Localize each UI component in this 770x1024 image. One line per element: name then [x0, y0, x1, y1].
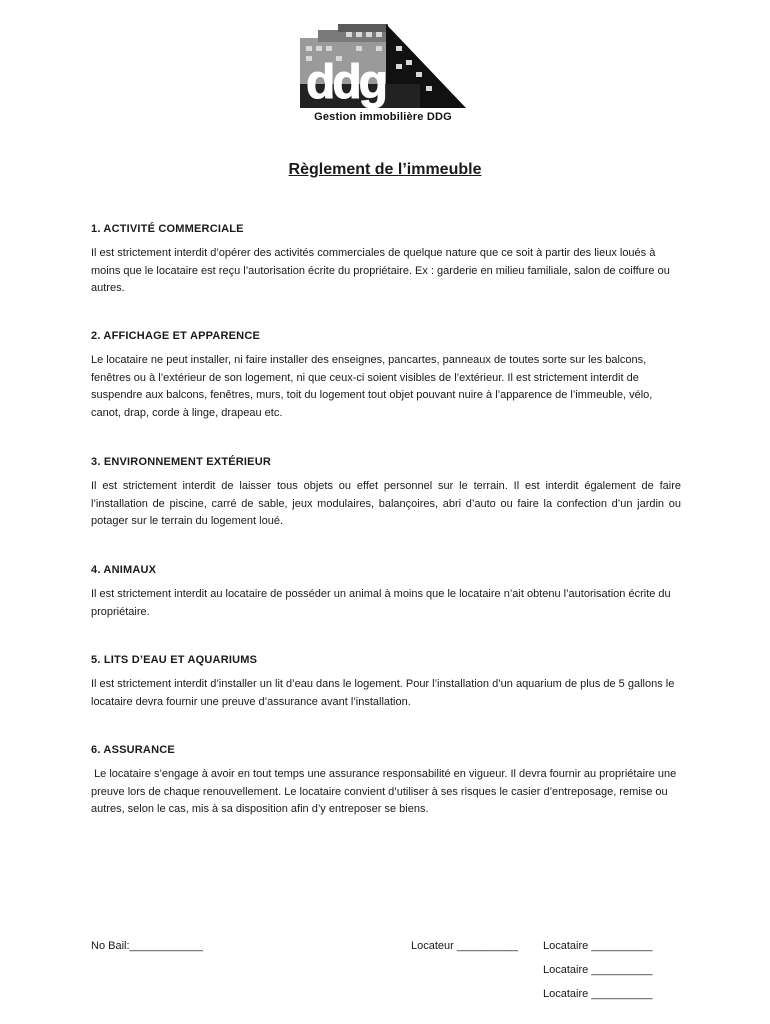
section-waterbeds-aquariums	[91, 654, 681, 711]
section-insurance	[91, 744, 681, 819]
section-heading: 6. ASSURANCE	[91, 744, 175, 756]
company-logo	[298, 24, 468, 124]
building-logo-graphic	[298, 24, 468, 124]
section-commercial-activity	[91, 223, 681, 298]
section-heading: 2. AFFICHAGE ET APPARENCE	[91, 330, 260, 342]
landlord-signature-line: Locateur __________	[411, 940, 519, 952]
section-animals	[91, 564, 681, 621]
section-heading: 5. LITS D’EAU ET AQUARIUMS	[91, 654, 258, 666]
section-text: Il est strictement interdit d’installer un lit d’eau dans le logement. Pour l’installation d’un aquarium de plus de 5 gallons le locataire devra fournir une preuve d’assurance avant l’installation.	[91, 678, 675, 708]
section-text: Le locataire ne peut installer, ni faire installer des enseignes, pancartes, panneaux de toutes sorte sur les balcons, fenêtres ou à l’extérieur de son logement, ni que ceux-ci soient visibles de l’extérieur. Il est strictement interdit de suspendre aux balcons, fenêtres, murs, toit du logement tout objet pouvant nuire à l’apparence de l’immeuble, vélo, canot, drap, corde à linge, drapeau etc.	[91, 354, 653, 419]
tenant-signature-line-3: Locataire __________	[543, 988, 653, 1000]
section-text: Il est strictement interdit d’opérer des activités commerciales de quelque nature que ce soit à partir des lieux loués à moins que le locataire est reçu l’autorisation écrite du propriétaire. Ex : garderie en milieu familiale, salon de coiffure ou autres.	[91, 247, 670, 294]
section-heading: 3. ENVIRONNEMENT EXTÉRIEUR	[91, 456, 272, 468]
tenant-signature-line-1: Locataire __________	[543, 940, 653, 952]
logo-caption: Gestion immobilière DDG	[314, 111, 452, 123]
section-text: Le locataire s’engage à avoir en tout temps une assurance responsabilité en vigueur. Il devra fournir au propriétaire une preuve lors de chaque renouvellement. Le locataire convient d’utiliser à ses risques le casier d’entreposage, remise ou autres, selon le cas, mis à sa disposition afin d’y entreposer se biens.	[91, 768, 680, 815]
section-heading: 1. ACTIVITÉ COMMERCIALE	[91, 223, 244, 235]
section-text: Il est strictement interdit au locataire de posséder un animal à moins que le locataire n’ait obtenu l’autorisation écrite du propriétaire.	[91, 588, 671, 618]
section-signage-appearance	[91, 330, 681, 422]
tenant-signature-line-2: Locataire __________	[543, 964, 653, 976]
section-exterior-environment	[91, 456, 681, 531]
logo-text: ddg	[306, 56, 385, 109]
page-title: Règlement de l’immeuble	[288, 161, 482, 178]
section-text: Il est strictement interdit de laisser tous objets ou effet personnel sur le terrain. Il est interdit également de faire l’installation de piscine, carré de sable, jeux modulaires, balançoires, abri d’auto ou faire la confection d’un jardin ou potager sur le terrain du logement loué.	[91, 480, 681, 527]
lease-number-field: No Bail:____________	[91, 940, 203, 952]
section-heading: 4. ANIMAUX	[91, 564, 157, 576]
